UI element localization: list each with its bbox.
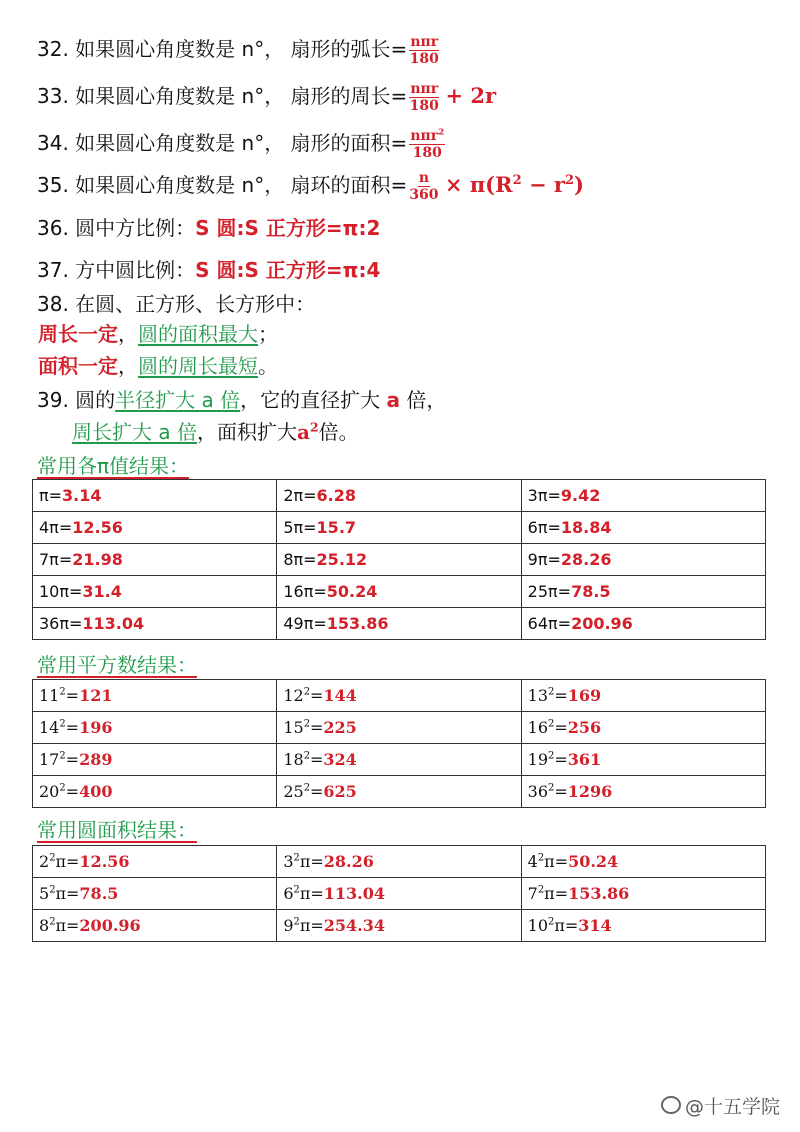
cell-exponent: 2 (537, 852, 545, 864)
table-cell (277, 576, 521, 608)
formula-39-a: a (386, 388, 401, 412)
table-cell (33, 910, 277, 942)
cell-label: 49π= (283, 614, 327, 633)
cell-label: 8π= (283, 550, 317, 569)
suffix-part-b: − r (521, 172, 565, 197)
table-cell (33, 846, 277, 878)
cell-eq: π= (55, 884, 80, 903)
cell-eq: π= (299, 852, 324, 871)
cell-value: 25.12 (316, 550, 368, 569)
cell-value: 50.24 (568, 852, 619, 871)
formula-39-text: 39. 圆的 (37, 388, 116, 412)
cell-eq: π= (544, 852, 569, 871)
cell-value: 3.14 (62, 486, 102, 505)
cell-value: 169 (567, 686, 602, 705)
cell-eq: = (65, 782, 80, 801)
table-cell (521, 712, 765, 744)
cell-label: 25π= (527, 582, 572, 601)
cell-eq: = (65, 686, 80, 705)
formula-33-fraction (409, 81, 439, 114)
cell-base: 7 (527, 884, 538, 903)
table-row (33, 544, 766, 576)
cell-label: π= (39, 486, 63, 505)
cell-value: 113.04 (82, 614, 145, 633)
suffix-exp-1: 2 (512, 173, 522, 188)
rule-comma: ， (118, 322, 138, 346)
table-cell (33, 544, 277, 576)
cell-label: 4π= (39, 518, 73, 537)
suffix-exp-2: 2 (564, 173, 574, 188)
cell-base: 5 (39, 884, 50, 903)
cell-eq: = (310, 686, 324, 705)
cell-exponent: 2 (548, 718, 555, 730)
table-cell (33, 480, 277, 512)
numerator-base: nπr (410, 128, 439, 144)
cell-value: 50.24 (326, 582, 378, 601)
formula-38 (37, 290, 315, 318)
table-cell (521, 846, 765, 878)
cell-base: 18 (283, 750, 304, 769)
cell-base: 10 (527, 916, 549, 935)
table-cell (277, 878, 521, 910)
cell-base: 36 (527, 782, 549, 801)
table-row (33, 480, 766, 512)
cell-exponent: 2 (49, 916, 56, 928)
table-cell (33, 680, 277, 712)
cell-eq: = (65, 718, 80, 737)
rule-condition: 面积一定 (38, 354, 118, 378)
formula-35-text: 35. 如果圆心角度数是 n°， 扇环的面积= (37, 173, 408, 197)
formula-34-fraction (409, 128, 445, 161)
cell-value: 200.96 (79, 916, 141, 935)
cell-exponent: 2 (59, 782, 66, 794)
formula-32 (37, 34, 439, 67)
table-cell (521, 776, 765, 808)
fraction-denominator: 180 (409, 51, 439, 67)
a-base: a (296, 420, 310, 444)
cell-base: 14 (39, 718, 60, 737)
cell-value: 12.56 (72, 518, 123, 537)
cell-value: 28.26 (323, 852, 374, 871)
cell-eq: = (554, 750, 568, 769)
formula-36-value: S 圆:S 正方形=π:2 (195, 216, 381, 240)
cell-label: 64π= (527, 614, 572, 633)
cell-value: 314 (578, 916, 612, 935)
table-cell (33, 712, 277, 744)
cell-exponent: 2 (59, 750, 66, 762)
cell-exponent: 2 (303, 686, 310, 698)
table-cell (277, 544, 521, 576)
cell-value: 625 (323, 782, 357, 801)
pi-table-body (33, 480, 766, 640)
table-cell (277, 776, 521, 808)
formula-35-suffix (445, 172, 584, 197)
cell-label: 16π= (283, 582, 327, 601)
table-cell (521, 576, 765, 608)
table-cell (521, 910, 765, 942)
cell-value: 225 (323, 718, 357, 737)
fraction-numerator (409, 128, 445, 145)
section-title-pi: 常用各π值结果： (37, 454, 190, 478)
suffix-part-a: × π(R (444, 172, 513, 197)
cell-value: 196 (79, 718, 113, 737)
formula-32-fraction (409, 34, 439, 67)
cell-value: 78.5 (79, 884, 119, 903)
cell-exponent: 2 (49, 884, 56, 896)
cell-base: 13 (527, 686, 549, 705)
cell-value: 153.86 (568, 884, 630, 903)
cell-eq: π= (299, 916, 324, 935)
cell-exponent: 2 (293, 884, 300, 896)
cell-base: 16 (527, 718, 549, 737)
cell-exponent: 2 (59, 686, 66, 698)
table-cell (521, 480, 765, 512)
section-title-circle-area: 常用圆面积结果： (37, 818, 197, 842)
fraction-numerator: nπr (410, 34, 439, 50)
cell-value: 28.26 (560, 550, 612, 569)
formula-32-text: 32. 如果圆心角度数是 n°， 扇形的弧长= (37, 37, 408, 61)
table-cell (521, 608, 765, 640)
cell-base: 12 (283, 686, 304, 705)
cell-eq: = (65, 750, 80, 769)
table-cell (521, 744, 765, 776)
table-row (33, 576, 766, 608)
table-row (33, 846, 766, 878)
cell-value: 9.42 (560, 486, 601, 505)
squares-table (32, 679, 766, 808)
cell-exponent: 2 (303, 750, 310, 762)
formula-36 (37, 214, 380, 242)
cell-value: 12.56 (79, 852, 130, 871)
cell-value: 361 (567, 750, 602, 769)
cell-label: 2π= (283, 486, 317, 505)
table-cell (33, 576, 277, 608)
numerator-exponent: 2 (438, 127, 445, 138)
cell-eq: = (554, 686, 568, 705)
table-cell (277, 744, 521, 776)
cell-base: 19 (527, 750, 549, 769)
formula-35 (37, 170, 584, 203)
cell-exponent: 2 (548, 686, 555, 698)
formula-39b-end: 倍。 (318, 420, 359, 444)
cell-base: 9 (283, 916, 294, 935)
pi-values-table (32, 479, 766, 640)
formula-37-value: S 圆:S 正方形=π:4 (195, 258, 381, 282)
cell-value: 6.28 (316, 486, 357, 505)
cell-exponent: 2 (49, 852, 56, 864)
cell-value: 1296 (567, 782, 613, 801)
table-cell (277, 608, 521, 640)
table-row (33, 608, 766, 640)
cell-base: 15 (283, 718, 304, 737)
cell-exponent: 2 (59, 718, 66, 730)
cell-exponent: 2 (548, 750, 555, 762)
formula-39-end: 倍， (400, 388, 447, 412)
suffix-part-c: ) (574, 172, 584, 197)
table-cell (33, 608, 277, 640)
cell-label: 6π= (527, 518, 561, 537)
cell-value: 289 (79, 750, 113, 769)
rule-result: 圆的周长最短 (138, 354, 258, 378)
table-cell (33, 878, 277, 910)
table-cell (277, 846, 521, 878)
cell-eq: = (310, 718, 324, 737)
table-row (33, 744, 766, 776)
table-row (33, 878, 766, 910)
formula-34 (37, 128, 445, 161)
rule-result: 圆的面积最大 (138, 322, 258, 346)
cell-value: 121 (79, 686, 113, 705)
cell-exponent: 2 (303, 782, 310, 794)
table-row (33, 512, 766, 544)
cell-value: 153.86 (326, 614, 389, 633)
cell-base: 8 (39, 916, 50, 935)
cell-base: 3 (283, 852, 294, 871)
cell-value: 256 (567, 718, 602, 737)
formula-39b-mid: ，面积扩大 (196, 420, 297, 444)
table-cell (33, 776, 277, 808)
cell-eq: = (554, 782, 568, 801)
formula-34-text: 34. 如果圆心角度数是 n°， 扇形的面积= (37, 131, 408, 155)
formula-39-perimeter: 周长扩大 a 倍 (72, 420, 197, 444)
rule-end: ； (258, 322, 278, 346)
table-row (33, 910, 766, 942)
cell-base: 25 (283, 782, 304, 801)
formula-33 (37, 81, 496, 114)
table-cell (33, 512, 277, 544)
cell-value: 78.5 (571, 582, 611, 601)
formula-39b-a (297, 420, 319, 444)
formula-39 (37, 386, 446, 414)
table-cell (277, 480, 521, 512)
cell-label: 3π= (527, 486, 561, 505)
formula-33-text: 33. 如果圆心角度数是 n°， 扇形的周长= (37, 84, 408, 108)
formula-37-text: 37. 方中圆比例： (37, 258, 196, 282)
cell-label: 10π= (39, 582, 83, 601)
formula-39-line-2 (72, 418, 359, 446)
cell-eq: π= (299, 884, 324, 903)
cell-exponent: 2 (548, 916, 555, 928)
cell-exponent: 2 (293, 852, 300, 864)
formula-39-radius: 半径扩大 a 倍 (115, 388, 241, 412)
fraction-numerator: n (418, 170, 430, 186)
cell-exponent: 2 (548, 782, 555, 794)
table-cell (277, 680, 521, 712)
cell-exponent: 2 (293, 916, 300, 928)
section-title-squares: 常用平方数结果： (37, 653, 197, 677)
cell-value: 200.96 (571, 614, 633, 633)
formula-38-rule-2 (38, 352, 278, 380)
watermark-text: @十五学院 (684, 1096, 780, 1118)
rule-comma: ， (118, 354, 138, 378)
cell-base: 11 (39, 686, 60, 705)
cell-label: 36π= (39, 614, 83, 633)
cell-base: 17 (39, 750, 60, 769)
cell-base: 4 (527, 852, 538, 871)
formula-38-rule-1 (38, 320, 278, 348)
cell-exponent: 2 (303, 718, 310, 730)
cell-base: 20 (39, 782, 60, 801)
fraction-denominator: 180 (412, 145, 442, 161)
paw-logo-icon (661, 1096, 681, 1114)
watermark (661, 1092, 780, 1119)
formula-39-mid: ，它的直径扩大 (240, 388, 387, 412)
table-cell (277, 512, 521, 544)
table-row (33, 680, 766, 712)
circle-area-table (32, 845, 766, 942)
cell-label: 7π= (39, 550, 73, 569)
squares-table-body (33, 680, 766, 808)
table-cell (277, 712, 521, 744)
table-cell (521, 680, 765, 712)
table-cell (521, 878, 765, 910)
a-exponent: 2 (309, 419, 319, 435)
cell-value: 21.98 (72, 550, 123, 569)
formula-37 (37, 256, 380, 284)
cell-eq: = (554, 718, 568, 737)
cell-value: 15.7 (316, 518, 357, 537)
cell-base: 6 (283, 884, 294, 903)
cell-value: 324 (323, 750, 357, 769)
cell-eq: = (310, 782, 324, 801)
cell-label: 9π= (527, 550, 561, 569)
cell-exponent: 2 (537, 884, 545, 896)
formula-33-suffix: + 2r (445, 83, 497, 108)
cell-eq: π= (554, 916, 579, 935)
rule-condition: 周长一定 (38, 322, 118, 346)
cell-base: 2 (39, 852, 50, 871)
formula-36-text: 36. 圆中方比例： (37, 216, 196, 240)
cell-eq: π= (55, 852, 80, 871)
cell-value: 31.4 (82, 582, 122, 601)
table-row (33, 712, 766, 744)
cell-value: 254.34 (323, 916, 385, 935)
cell-eq: = (310, 750, 324, 769)
cell-value: 144 (323, 686, 357, 705)
fraction-denominator: 360 (409, 187, 439, 203)
cell-value: 400 (79, 782, 113, 801)
cell-value: 113.04 (323, 884, 385, 903)
table-cell (277, 910, 521, 942)
cell-eq: π= (55, 916, 80, 935)
circle-area-table-body (33, 846, 766, 942)
table-cell (521, 544, 765, 576)
rule-end: 。 (258, 354, 278, 378)
fraction-denominator: 180 (409, 98, 439, 114)
cell-value: 18.84 (560, 518, 612, 537)
fraction-numerator: nπr (410, 81, 439, 97)
formula-35-fraction (409, 170, 438, 203)
cell-eq: π= (544, 884, 569, 903)
formula-38-text: 38. 在圆、正方形、长方形中： (37, 292, 316, 316)
table-cell (33, 744, 277, 776)
table-row (33, 776, 766, 808)
cell-label: 5π= (283, 518, 317, 537)
table-cell (521, 512, 765, 544)
